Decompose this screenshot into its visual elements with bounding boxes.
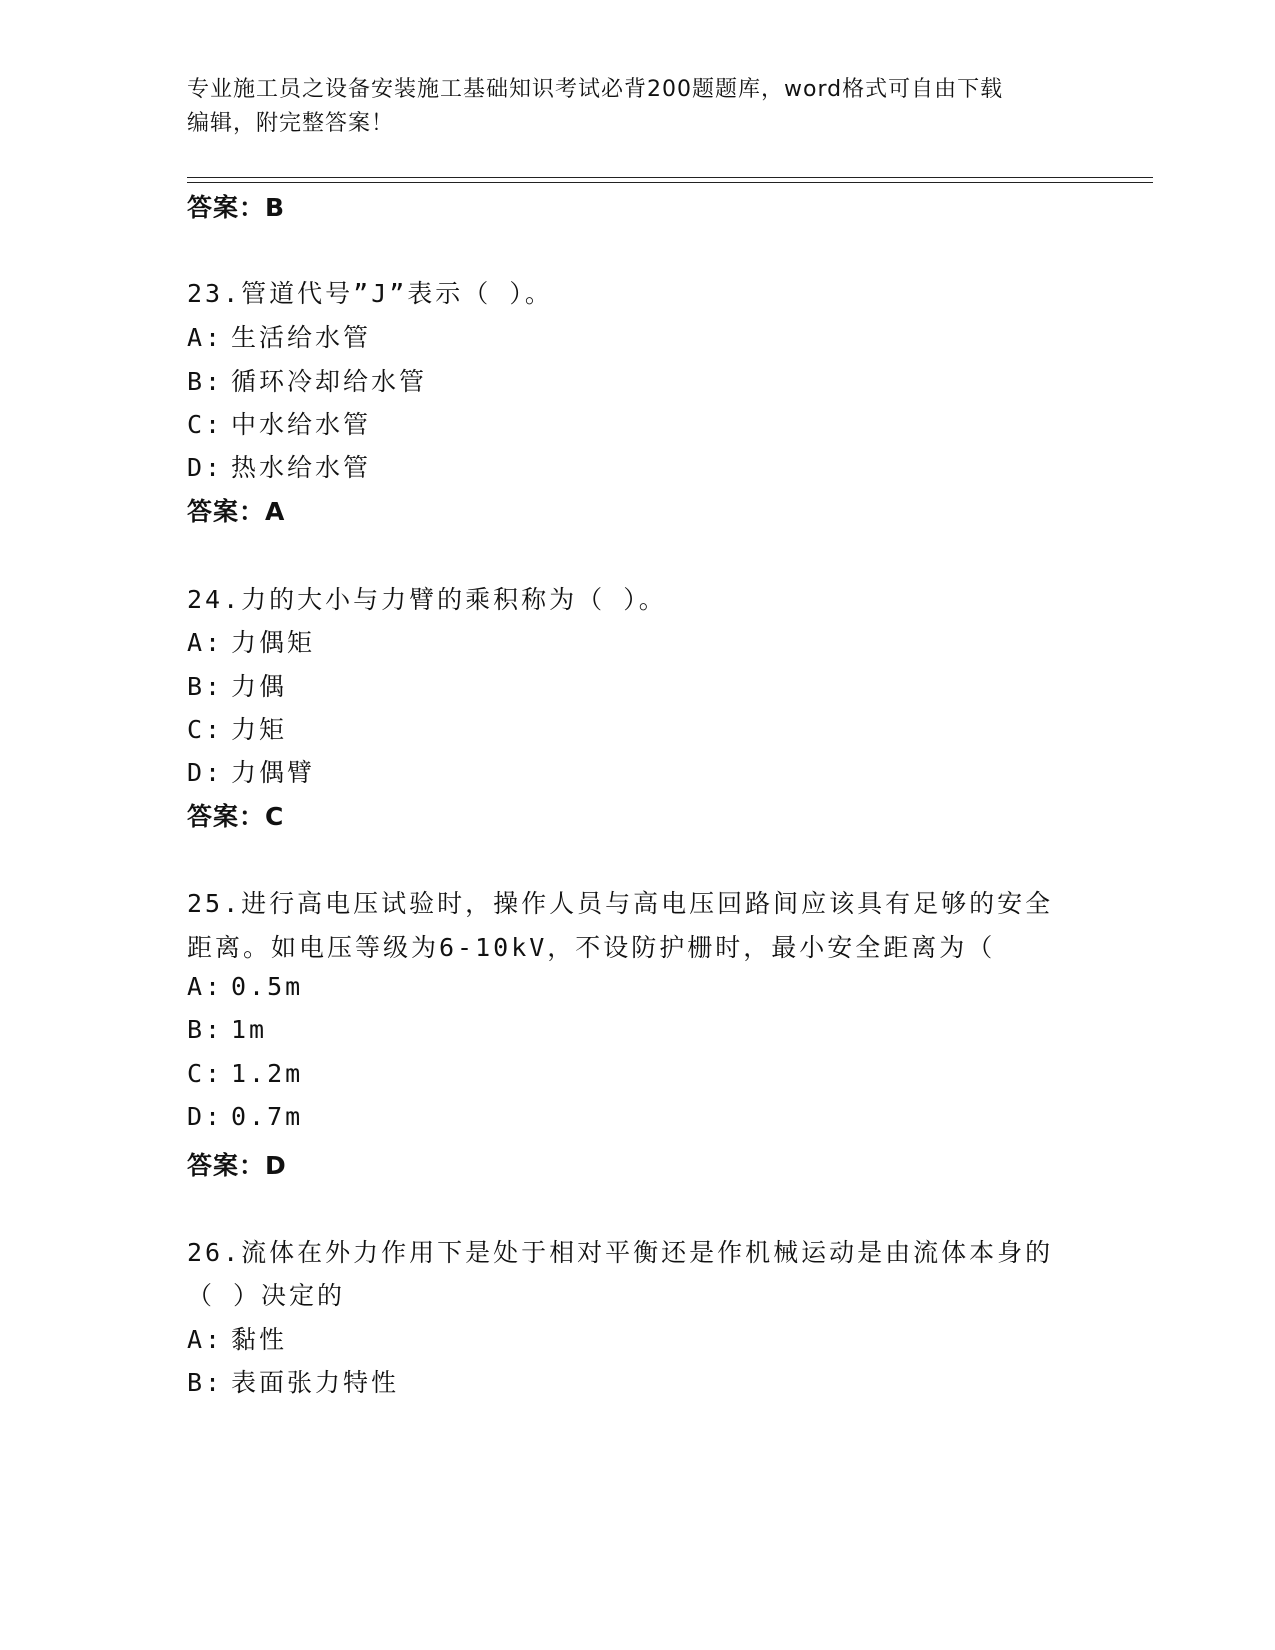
option-label: A:	[187, 1325, 224, 1354]
option-text: 力偶臂	[231, 758, 316, 787]
question-25-option-a	[187, 972, 303, 1001]
header-divider-top	[187, 177, 1153, 178]
option-text: 力矩	[231, 715, 288, 744]
question-24-answer: 答案：C	[187, 802, 285, 831]
question-23-option-b	[187, 362, 427, 398]
option-text: 生活给水管	[231, 323, 372, 352]
question-24-option-c	[187, 710, 287, 746]
question-26-text-line-2: （ ）决定的	[187, 1281, 346, 1310]
document-header	[187, 73, 1087, 141]
option-text: 黏性	[231, 1325, 288, 1354]
question-23-option-a	[187, 318, 371, 354]
option-text: 1.2m	[231, 1059, 304, 1088]
option-text: 中水给水管	[231, 410, 372, 439]
question-25-option-c	[187, 1059, 303, 1088]
question-24-text: 24.力的大小与力臂的乘积称为（ ）。	[187, 585, 667, 614]
question-24-option-a	[187, 623, 315, 659]
header-line-2: 编辑，附完整答案！	[187, 111, 395, 136]
question-25-option-b	[187, 1015, 267, 1044]
option-label: A:	[187, 972, 224, 1001]
option-label: B:	[187, 1015, 224, 1044]
option-label: B:	[187, 1368, 224, 1397]
header-divider-bottom	[187, 182, 1153, 183]
option-text: 力偶矩	[231, 628, 316, 657]
option-text: 力偶	[231, 672, 288, 701]
option-label: C:	[187, 410, 224, 439]
option-text: 1m	[231, 1015, 268, 1044]
option-text: 循环冷却给水管	[231, 367, 428, 396]
question-24-option-d	[187, 753, 315, 789]
question-25-text-line-1: 25.进行高电压试验时，操作人员与高电压回路间应该具有足够的安全	[187, 889, 1054, 918]
question-23-option-c	[187, 405, 371, 441]
option-text: 热水给水管	[231, 453, 372, 482]
previous-answer: 答案：B	[187, 193, 286, 222]
option-label: B:	[187, 672, 224, 701]
question-25-option-d	[187, 1102, 303, 1131]
question-25-answer: 答案：D	[187, 1151, 287, 1180]
question-25-text-line-2: 距离。如电压等级为6-10kV，不设防护栅时，最小安全距离为（	[187, 933, 996, 962]
question-23-answer: 答案：A	[187, 497, 286, 526]
question-26-option-b	[187, 1363, 399, 1399]
question-24-option-b	[187, 667, 287, 703]
option-label: C:	[187, 715, 224, 744]
question-26-text-line-1: 26.流体在外力作用下是处于相对平衡还是作机械运动是由流体本身的	[187, 1238, 1054, 1267]
option-label: D:	[187, 758, 224, 787]
question-23-option-d	[187, 448, 371, 484]
option-text: 0.5m	[231, 972, 304, 1001]
question-23-text: 23.管道代号”J”表示（ ）。	[187, 279, 553, 308]
option-label: A:	[187, 323, 224, 352]
option-label: D:	[187, 453, 224, 482]
option-label: A:	[187, 628, 224, 657]
option-text: 0.7m	[231, 1102, 304, 1131]
option-text: 表面张力特性	[231, 1368, 400, 1397]
option-label: C:	[187, 1059, 224, 1088]
header-line-1: 专业施工员之设备安装施工基础知识考试必背200题题库，word格式可自由下载	[187, 77, 1004, 102]
question-26-option-a	[187, 1320, 287, 1356]
option-label: B:	[187, 367, 224, 396]
option-label: D:	[187, 1102, 224, 1131]
